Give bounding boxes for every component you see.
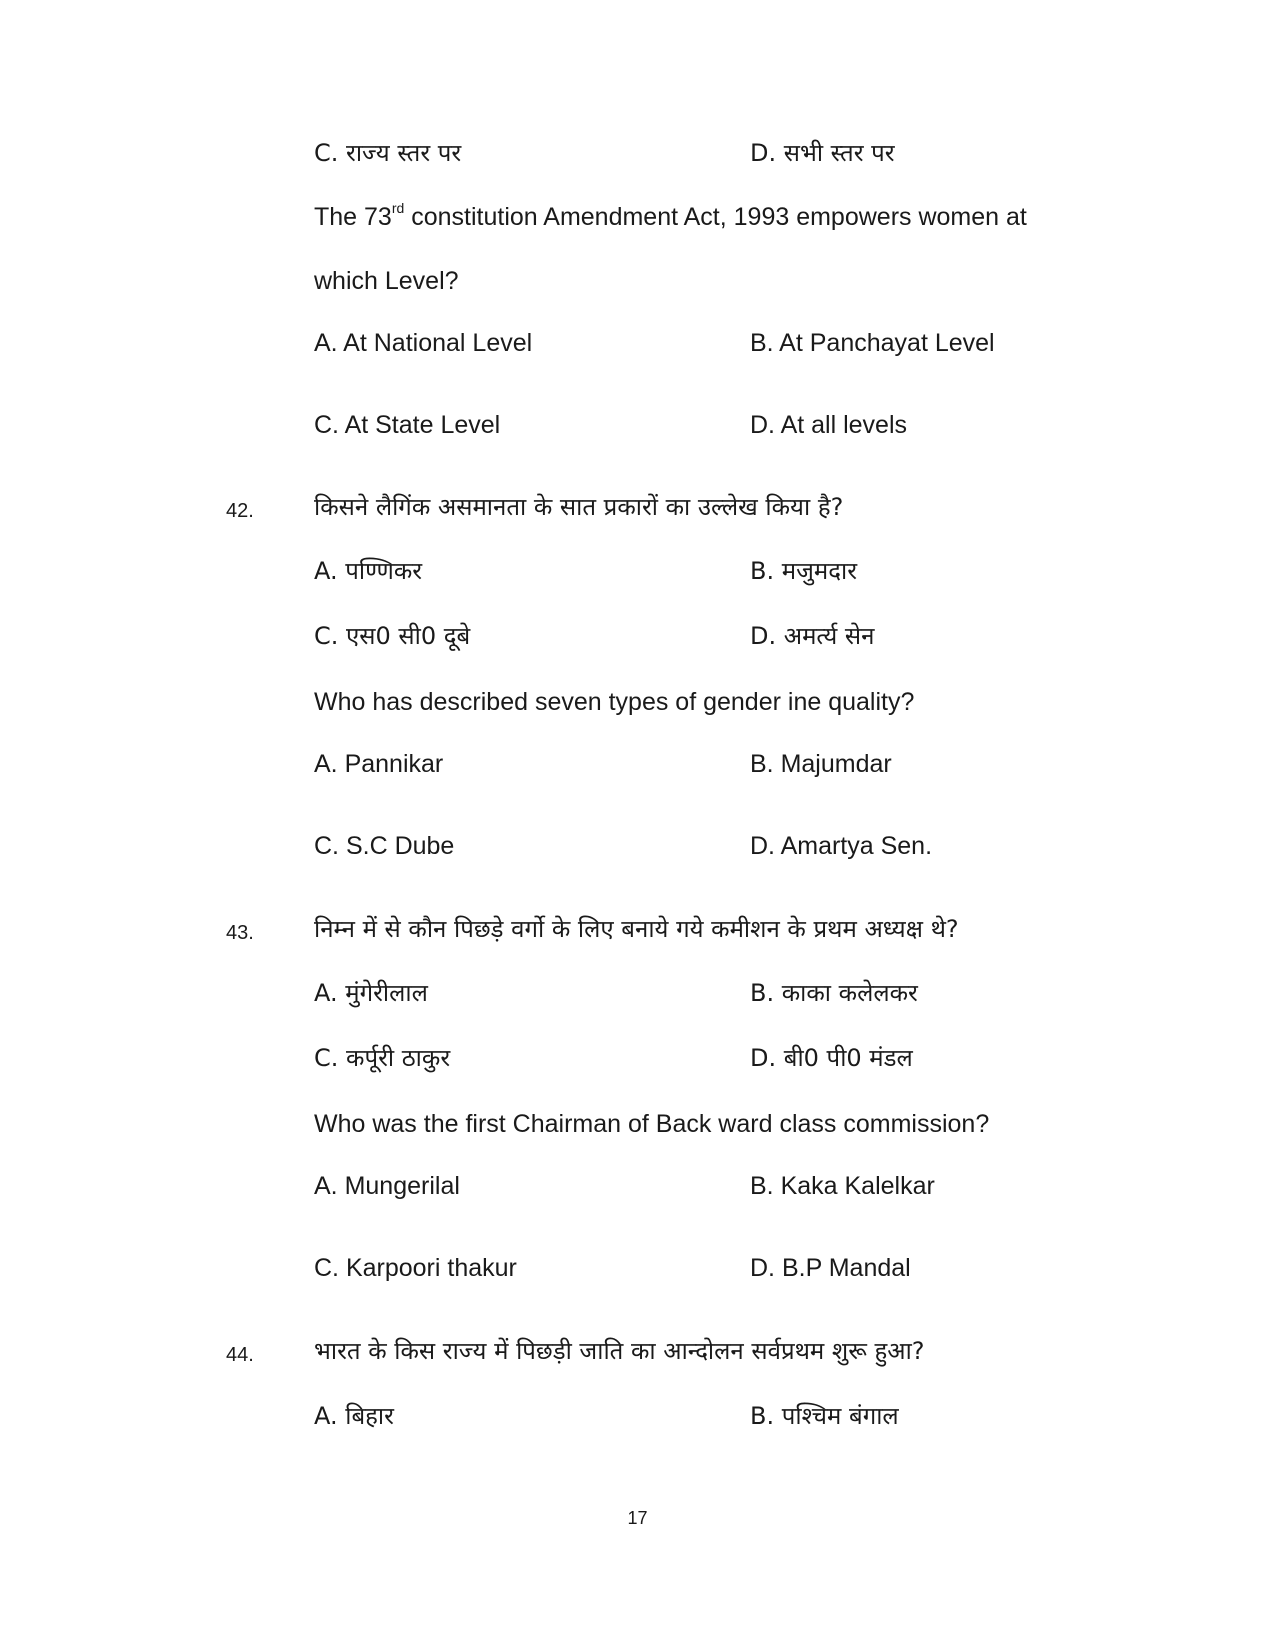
q42-hi-question: किसने लैगिंक असमानता के सात प्रकारों का उल्लेख किया है? [314, 493, 844, 521]
prev-hi-option-c: C. राज्य स्तर पर [314, 139, 462, 167]
q43-en-option-a: A. Mungerilal [314, 1172, 460, 1200]
q42-en-question: Who has described seven types of gender ine quality? [314, 688, 915, 716]
q43-hi-option-c: C. कर्पूरी ठाकुर [314, 1044, 451, 1072]
q42-en-option-c: C. S.C Dube [314, 832, 455, 860]
prev-hi-option-d: D. सभी स्तर पर [750, 139, 895, 167]
q43-en-option-b: B. Kaka Kalelkar [750, 1172, 935, 1200]
prev-en-option-b: B. At Panchayat Level [750, 329, 995, 357]
q44-number: 44. [226, 1344, 254, 1366]
q44-hi-question: भारत के किस राज्य में पिछड़ी जाति का आन्दोलन सर्वप्रथम शुरू हुआ? [314, 1337, 925, 1365]
prev-en-option-c: C. At State Level [314, 411, 501, 439]
prev-en-question-part2: constitution Amendment Act, 1993 empowers women at [404, 203, 1027, 231]
prev-en-option-a: A. At National Level [314, 329, 533, 357]
q42-en-option-d: D. Amartya Sen. [750, 832, 933, 860]
q43-hi-option-d: D. बी0 पी0 मंडल [750, 1044, 913, 1072]
q42-en-option-a: A. Pannikar [314, 750, 444, 778]
prev-en-question-sup: rd [391, 199, 405, 216]
q44-hi-option-a: A. बिहार [314, 1402, 394, 1430]
q43-hi-option-b: B. काका कलेलकर [750, 979, 918, 1007]
q43-en-option-d: D. B.P Mandal [750, 1254, 911, 1282]
q42-en-option-b: B. Majumdar [750, 750, 892, 778]
q43-hi-question: निम्न में से कौन पिछड़े वर्गो के लिए बनाये गये कमीशन के प्रथम अध्यक्ष थे? [314, 915, 959, 943]
q43-number: 43. [226, 922, 254, 944]
q42-hi-option-b: B. मजुमदार [750, 557, 858, 585]
q42-number: 42. [226, 500, 254, 522]
prev-en-option-d: D. At all levels [750, 411, 908, 439]
q43-en-option-c: C. Karpoori thakur [314, 1254, 517, 1282]
prev-en-question-line2: which Level? [314, 267, 459, 295]
prev-en-question [314, 199, 1027, 232]
q44-hi-option-b: B. पश्चिम बंगाल [750, 1402, 899, 1430]
prev-en-question-part1: The 73 [314, 203, 392, 231]
q42-hi-option-d: D. अमर्त्य सेन [750, 622, 875, 650]
page-number: 17 [627, 1508, 648, 1528]
q43-hi-option-a: A. मुंगेरीलाल [314, 979, 428, 1007]
q42-hi-option-c: C. एस0 सी0 दूबे [314, 622, 471, 650]
q43-en-question: Who was the first Chairman of Back ward class commission? [314, 1110, 990, 1138]
q42-hi-option-a: A. पण्णिकर [314, 557, 423, 585]
